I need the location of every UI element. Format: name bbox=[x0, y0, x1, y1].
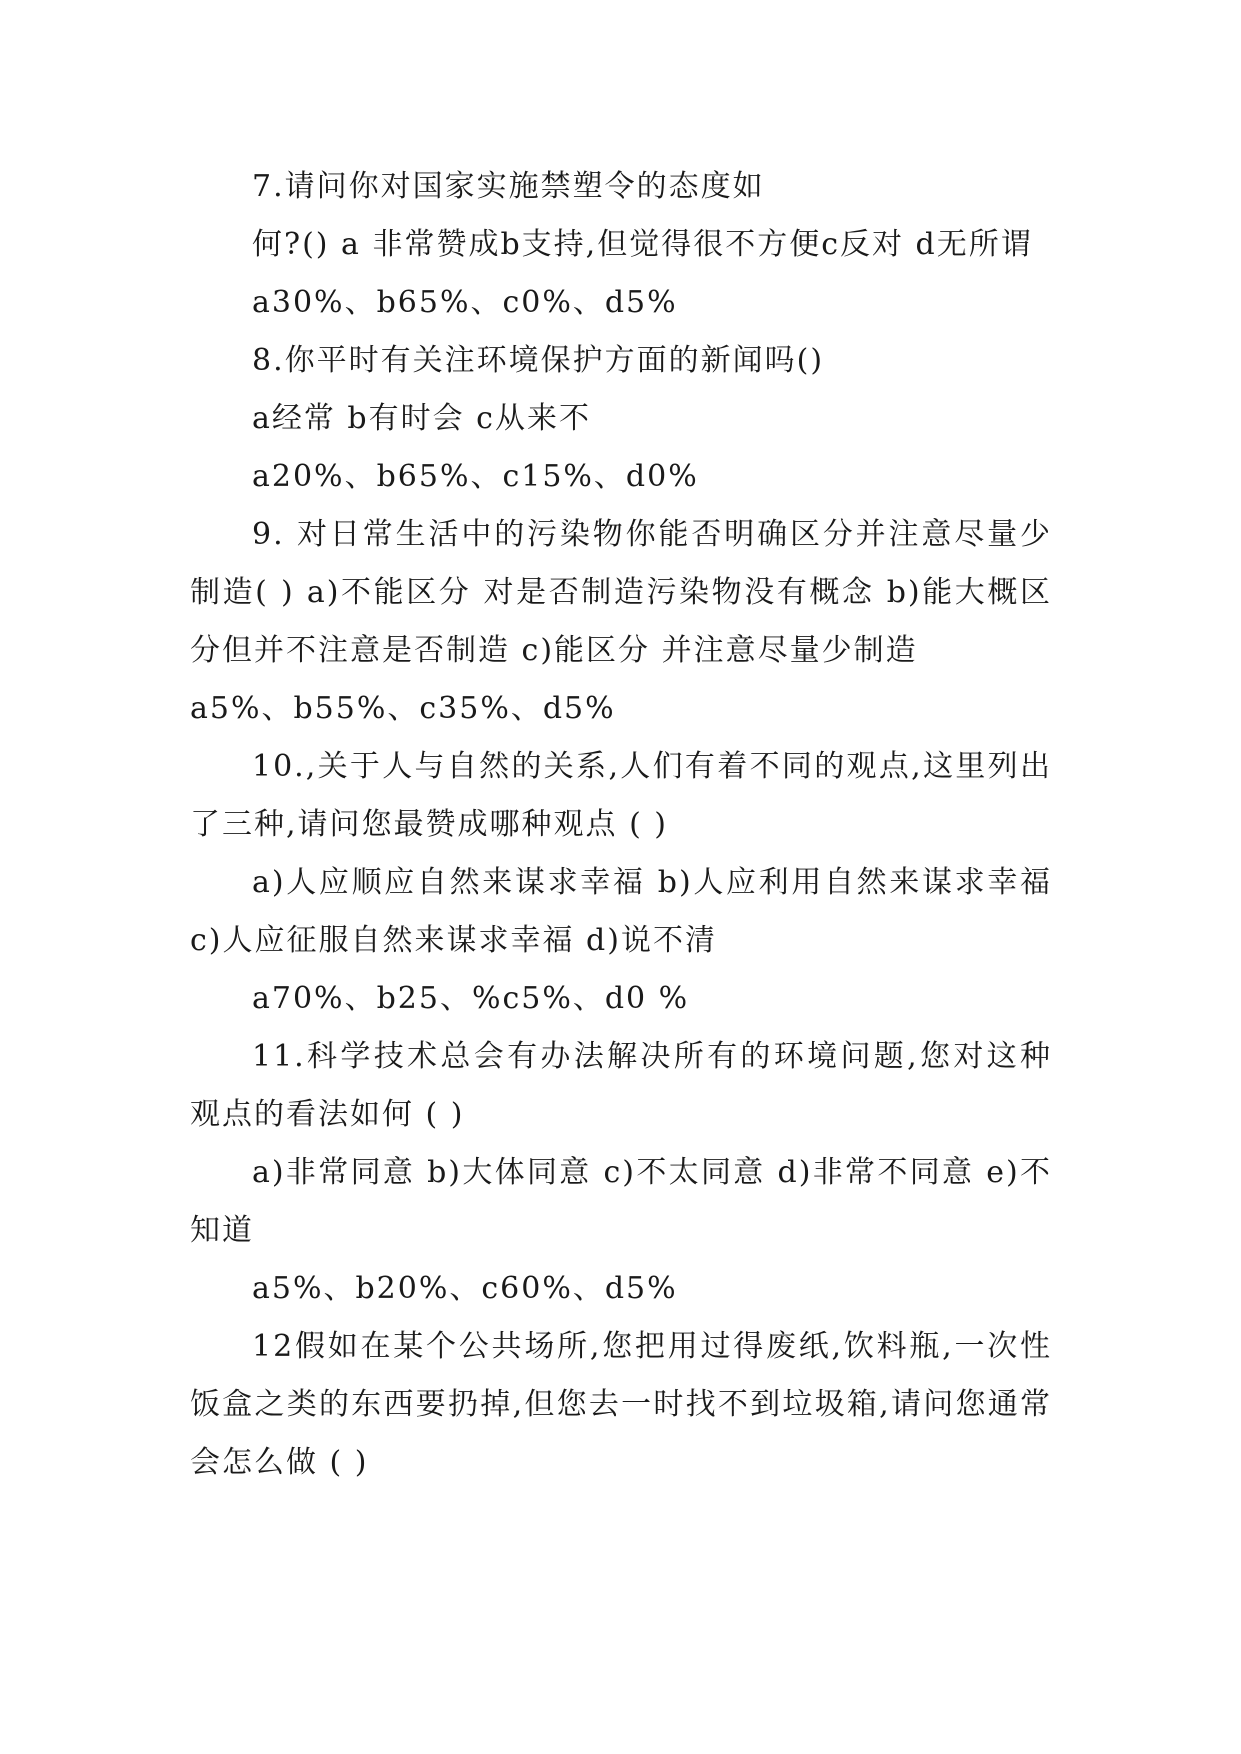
question-7-title: 7.请问你对国家实施禁塑令的态度如 bbox=[252, 169, 765, 204]
question-11-options: a)非常同意 b)大体同意 c)不太同意 d)非常不同意 e)不知道 bbox=[190, 1155, 1052, 1248]
question-11-result: a5%、b20%、c60%、d5% bbox=[252, 1271, 678, 1306]
question-9-result: a5%、b55%、c35%、d5% bbox=[190, 691, 616, 726]
question-10-title: 10.,关于人与自然的关系,人们有着不同的观点,这里列出了三种,请问您最赞成哪种观点 ( ) bbox=[190, 749, 1052, 842]
document-body bbox=[190, 158, 1064, 1492]
question-10-options: a)人应顺应自然来谋求幸福 b)人应利用自然来谋求幸福 c)人应征服自然来谋求幸福 d)说不清 bbox=[190, 865, 1064, 958]
question-12-title: 12假如在某个公共场所,您把用过得废纸,饮料瓶,一次性饭盒之类的东西要扔掉,但您去一时找不到垃圾箱,请问您通常会怎么做 ( ) bbox=[190, 1329, 1052, 1480]
question-8-title: 8.你平时有关注环境保护方面的新闻吗() bbox=[252, 343, 825, 378]
question-11-title: 11.科学技术总会有办法解决所有的环境问题,您对这种观点的看法如何 ( ) bbox=[190, 1039, 1052, 1132]
question-7-result: a30%、b65%、c0%、d5% bbox=[252, 285, 678, 320]
question-8-result: a20%、b65%、c15%、d0% bbox=[252, 459, 699, 494]
question-10-result: a70%、b25、%c5%、d0 % bbox=[252, 981, 690, 1016]
question-7-options: 何?() a 非常赞成b支持,但觉得很不方便c反对 d无所谓 bbox=[252, 227, 1033, 262]
question-8-options: a经常 b有时会 c从来不 bbox=[252, 401, 591, 436]
question-9-title: 9. 对日常生活中的污染物你能否明确区分并注意尽量少制造( ) a)不能区分 对是否制造污染物没有概念 b)能大概区分但并不注意是否制造 c)能区分 并注意尽量少制造 bbox=[190, 517, 1052, 668]
